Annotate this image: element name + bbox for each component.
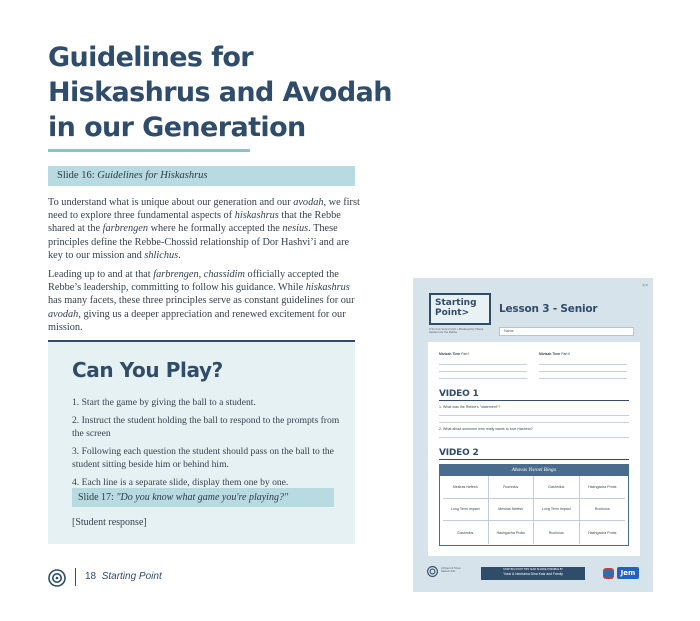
sponsor-credit xyxy=(481,567,585,580)
lesson-title: Lesson 3 - Senior xyxy=(499,303,598,315)
footer-divider xyxy=(75,568,76,586)
part: Part I xyxy=(461,352,470,356)
text: , we first need to explore three fundamental aspects of xyxy=(48,197,360,222)
text: , giving us a deeper appreciation and renewed excitement for our mission. xyxy=(48,308,346,333)
bingo-cell: Long Term Impact xyxy=(443,499,489,522)
page-number: 18 xyxy=(85,571,97,582)
step-item: 3. Following each question the student should pass on the ball to the student sitting beside him or behind him. xyxy=(72,446,334,470)
video-1-heading: VIDEO 1 xyxy=(439,389,479,399)
bingo-cell: Hashgacha Protis xyxy=(580,476,626,499)
slide-number: Slide 16: xyxy=(57,170,98,181)
answer-lines xyxy=(539,364,627,385)
bingo-card xyxy=(439,464,629,546)
mivtzah-label-part1 xyxy=(439,352,469,356)
question-2: 2. What about someone who really wants to love Hashem? xyxy=(439,427,533,431)
publication-name: Starting Point xyxy=(101,571,162,582)
step-list xyxy=(72,397,347,495)
bingo-cell: Ruchnius xyxy=(580,499,626,522)
jem-badge: Jem xyxy=(617,567,639,579)
slide-title: Guidelines for Hiskashrus xyxy=(97,170,208,181)
term: farbrengen xyxy=(153,269,199,280)
text: , xyxy=(198,269,204,280)
slide-prompt: "Do you know what game you're playing?" xyxy=(116,492,289,503)
label: Mivtzah Time xyxy=(439,352,461,356)
answer-lines xyxy=(439,437,629,444)
starting-point-logo-icon xyxy=(48,569,66,587)
starting-point-logo-icon xyxy=(427,566,438,577)
step-item: 4. Each line is a separate slide, display them one by one. xyxy=(72,477,289,489)
student-response: [Student response] xyxy=(72,517,147,528)
slide-16-bar xyxy=(48,166,355,186)
credit-line: STARTING POINT THIS YEAR IS MADE POSSIBLE BY xyxy=(503,568,563,571)
term: avodah xyxy=(293,197,324,208)
question-1: 1. What was the Rebbe's "statement"? xyxy=(439,405,501,409)
term: chassidim xyxy=(203,269,245,280)
text: officially accepted the Rebbe’s leadership, committing to follow his guidance. While xyxy=(48,269,339,294)
term: hiskashrus xyxy=(305,282,350,294)
bingo-cell: Mesiras Nefesh xyxy=(489,499,535,522)
intro-paragraph xyxy=(48,196,360,262)
heading-rule xyxy=(439,400,629,401)
worksheet-preview xyxy=(413,278,653,592)
answer-lines xyxy=(439,364,527,385)
bingo-cell: Gashmius xyxy=(443,521,489,544)
text: To understand what is unique about our generation and our xyxy=(48,197,294,208)
heading-rule xyxy=(439,459,629,460)
tzivos-hashem-badge-icon xyxy=(603,568,614,579)
bingo-grid xyxy=(443,476,625,544)
term: hiskashrus xyxy=(234,210,279,222)
bingo-cell: Mesiras Nefesh xyxy=(443,476,489,499)
page-footer xyxy=(85,571,162,582)
title-line: Hiskashrus and Avodah xyxy=(48,77,392,108)
name-field: Name xyxy=(499,327,634,336)
close-mark: ×× xyxy=(642,283,648,289)
worksheet-body xyxy=(428,342,640,556)
page-title xyxy=(48,40,392,145)
bingo-title: Ahavas Yisroel Bingo xyxy=(440,465,628,476)
bingo-cell: Hashgacha Protis xyxy=(489,521,535,544)
text: that the Rebbe shared at the xyxy=(48,210,341,235)
bingo-cell: Long Term Impact xyxy=(534,499,580,522)
logo-line: Point> xyxy=(435,308,470,318)
credit-line: Yossi & Nechama Dina Katz and Family xyxy=(503,572,563,576)
text: where he formally accepted the xyxy=(148,223,283,235)
bingo-cell: Ruchnius xyxy=(534,521,580,544)
bingo-cell: Ruchnius xyxy=(489,476,535,499)
text: . These principles define the Rebbe-Chossid relationship of Dor Hashvi’i and are key to our mission and xyxy=(48,223,350,261)
logo-line: Starting xyxy=(435,298,477,308)
can-you-play-box xyxy=(48,340,355,544)
step-item: 1. Start the game by giving the ball to a student. xyxy=(72,397,256,408)
second-paragraph xyxy=(48,268,360,334)
text: . xyxy=(178,249,181,261)
play-title: Can You Play? xyxy=(72,358,223,382)
project-note: A Project of Tzivos Hashem Kids xyxy=(441,567,461,573)
bingo-cell: Hashgacha Protis xyxy=(588,530,617,535)
title-underline xyxy=(48,149,250,152)
slide-number: Slide 17: xyxy=(78,492,117,503)
video-2-heading: VIDEO 2 xyxy=(439,448,479,458)
starting-point-logo xyxy=(429,293,491,325)
text: has many facets, these three principles serve as constant guidelines for our xyxy=(48,295,355,307)
title-line: in our Generation xyxy=(48,112,306,143)
term: farbrengen xyxy=(102,223,148,235)
term: nesius xyxy=(282,223,309,235)
title-line: Guidelines for xyxy=(48,42,254,73)
term: avodah xyxy=(48,308,79,320)
label: Mivtzah Time xyxy=(539,352,561,356)
bingo-cell: Gashmius xyxy=(534,476,580,499)
part: Part II xyxy=(561,352,571,356)
slide-17-bar xyxy=(72,488,334,507)
logo-subtitle: תוכנית שיעורים מיוחדת • Produced by Tzivos Hashem for the Rebbe xyxy=(429,327,484,335)
mivtzah-label-part2 xyxy=(539,352,570,356)
step-item: 2. Instruct the student holding the ball to respond to the prompts from the screen xyxy=(72,415,340,439)
text: Leading up to and at that xyxy=(48,269,154,280)
term: shlichus xyxy=(144,249,179,261)
